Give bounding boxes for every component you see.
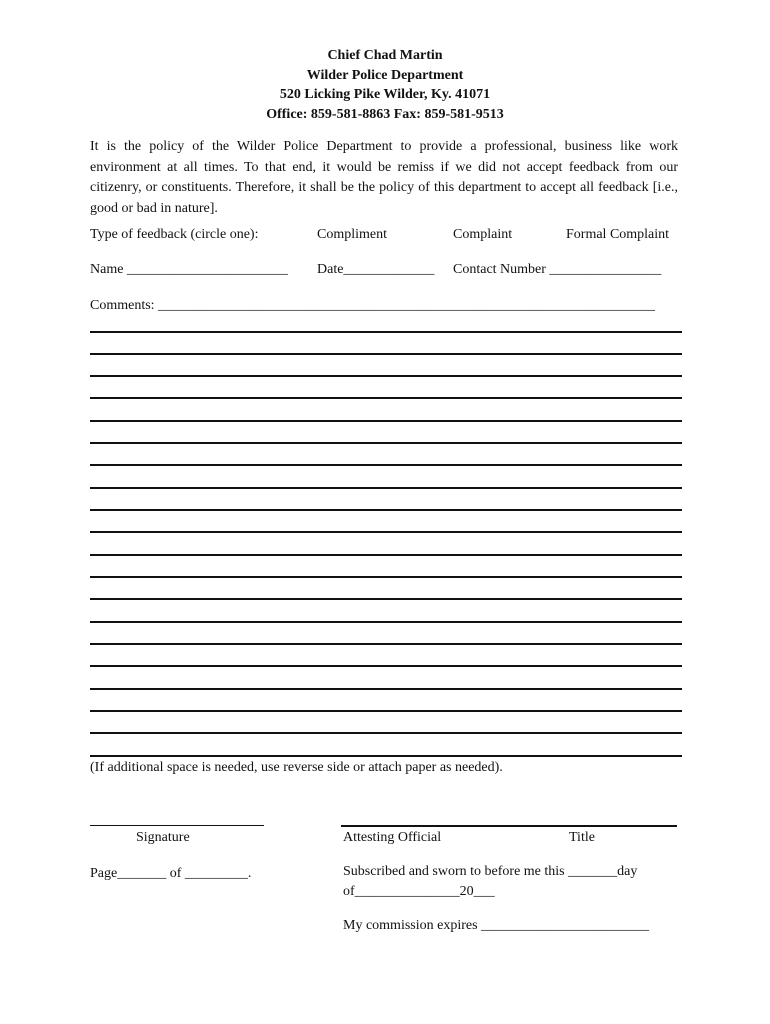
- department-address: 520 Licking Pike Wilder, Ky. 41071: [279, 87, 491, 102]
- comment-line[interactable]: [90, 576, 682, 578]
- comment-line[interactable]: [90, 509, 682, 511]
- comment-line[interactable]: [90, 621, 682, 623]
- attesting-official-line[interactable]: [341, 825, 677, 827]
- signature-line[interactable]: [90, 825, 264, 826]
- date-field[interactable]: Date_____________: [317, 262, 435, 277]
- commission-expires-field[interactable]: My commission expires ________________________: [343, 918, 650, 933]
- option-formal-complaint[interactable]: Formal Complaint: [566, 227, 670, 242]
- comment-line[interactable]: [90, 643, 682, 645]
- comment-line[interactable]: [90, 331, 682, 333]
- form-header: [0, 46, 770, 124]
- department-phone: Office: 859-581-8863 Fax: 859-581-9513: [266, 106, 504, 122]
- title-label: Title: [569, 830, 595, 845]
- signature-label: Signature: [136, 830, 190, 845]
- contact-number-field[interactable]: Contact Number ________________: [453, 262, 662, 277]
- option-complaint[interactable]: Complaint: [453, 227, 513, 242]
- comment-line[interactable]: [90, 688, 682, 690]
- policy-paragraph: It is the policy of the Wilder Police Department to provide a professional, business like work environment at all times. To that end, it would be remiss if we did not accept feedback from our citizenry, or constituents. Therefore, it shall be the policy of this department to accept all feedback [i.e., good or bad in nature].: [90, 139, 678, 216]
- option-compliment[interactable]: Compliment: [317, 227, 387, 242]
- comment-line[interactable]: [90, 598, 682, 600]
- comment-line[interactable]: [90, 665, 682, 667]
- additional-space-note: (If additional space is needed, use reverse side or attach paper as needed).: [90, 760, 503, 775]
- comment-line[interactable]: [90, 420, 682, 422]
- attesting-official-label: Attesting Official: [343, 830, 442, 845]
- feedback-type-label: Type of feedback (circle one):: [90, 227, 259, 242]
- comment-line[interactable]: [90, 531, 682, 533]
- comment-line[interactable]: [90, 732, 682, 734]
- comment-line[interactable]: [90, 755, 682, 757]
- comment-line[interactable]: [90, 353, 682, 355]
- comment-line[interactable]: [90, 487, 682, 489]
- comment-line[interactable]: [90, 442, 682, 444]
- comment-line[interactable]: [90, 554, 682, 556]
- comment-line[interactable]: [90, 375, 682, 377]
- sworn-statement-line1[interactable]: Subscribed and sworn to before me this _______day: [343, 864, 638, 879]
- sworn-statement-line2[interactable]: of_______________20___: [343, 884, 495, 899]
- name-field[interactable]: Name _______________________: [90, 262, 288, 277]
- comments-field[interactable]: Comments: _______________________________________________________________________: [90, 298, 656, 313]
- department-name: Wilder Police Department: [306, 67, 464, 83]
- comment-line[interactable]: [90, 710, 682, 712]
- comment-line[interactable]: [90, 397, 682, 399]
- page-count-field[interactable]: Page_______ of _________.: [90, 866, 252, 881]
- chief-name: Chief Chad Martin: [327, 48, 443, 63]
- comment-line[interactable]: [90, 464, 682, 466]
